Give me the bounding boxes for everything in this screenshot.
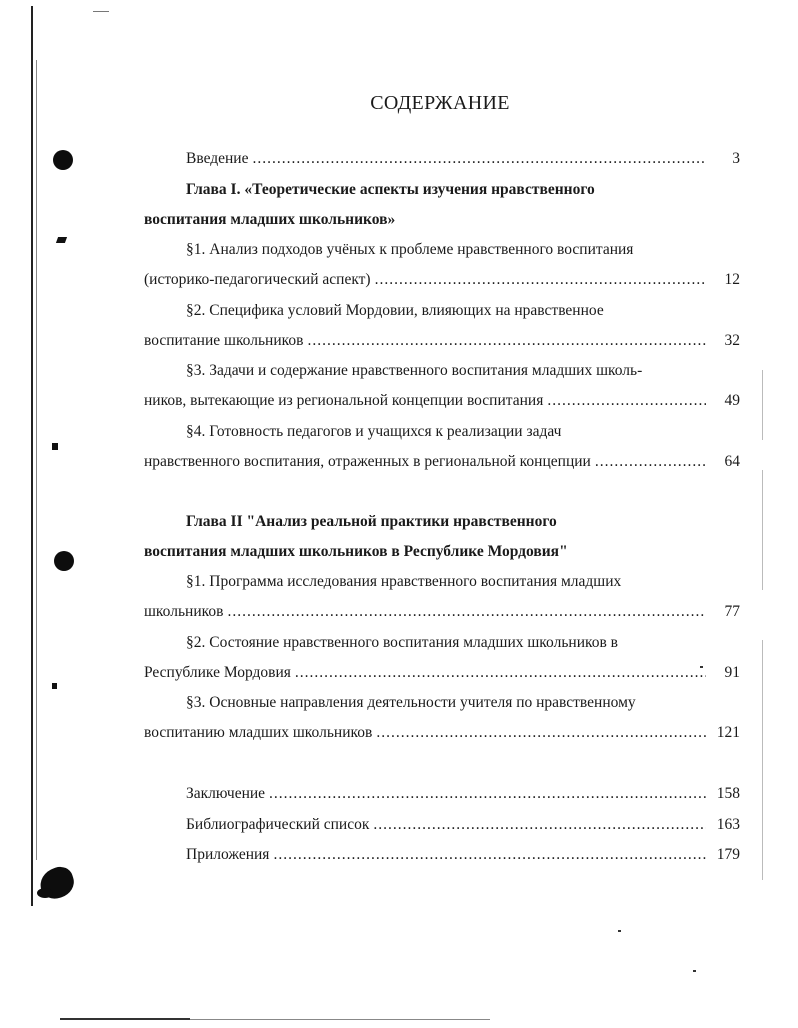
toc-page-number: 64 — [724, 453, 740, 470]
scan-right-edge-1 — [762, 370, 763, 440]
chapter-1-heading-line1: Глава I. «Теоретические аспекты изучения нравственного — [186, 181, 595, 198]
toc-entry-conclusion — [186, 784, 740, 804]
dot-leader — [269, 784, 706, 804]
toc-entry-label: Приложения — [186, 846, 270, 863]
toc-entry-label: Библиографический список — [186, 816, 370, 833]
ch1-section-1-line1: §1. Анализ подходов учёных к проблеме нравственного воспитания — [186, 241, 634, 258]
ch1-section-4-line1: §4. Готовность педагогов и учащихся к реализации задач — [186, 423, 562, 440]
punch-hole-middle — [54, 551, 74, 571]
chapter-1-heading-line2: воспитания младших школьников» — [144, 211, 396, 228]
toc-page-number: 158 — [716, 785, 740, 802]
scan-top-mark — [93, 11, 109, 12]
toc-entry-label: Введение — [186, 150, 249, 167]
toc-entry-ch2-s3 — [144, 723, 740, 743]
toc-entry-label: (историко-педагогический аспект) — [144, 271, 371, 288]
toc-page-number: 179 — [716, 846, 740, 863]
toc-entry-label: воспитание школьников — [144, 332, 304, 349]
dot-leader — [273, 845, 706, 865]
scan-left-edge — [31, 6, 33, 906]
chapter-2-heading-line2: воспитания младших школьников в Республике Мордовия" — [144, 543, 568, 560]
scan-bottom-line-thin — [190, 1019, 490, 1020]
toc-entry-ch1-s2 — [144, 331, 740, 351]
ch2-section-2-line1: §2. Состояние нравственного воспитания младших школьников в — [186, 634, 618, 651]
toc-page-number: 12 — [724, 271, 740, 288]
toc-page-number: 77 — [724, 603, 740, 620]
dot-leader — [375, 270, 706, 290]
dot-leader — [547, 391, 706, 411]
scan-speck-2 — [693, 970, 696, 972]
scan-mark-1 — [56, 237, 67, 243]
toc-page-number: 32 — [724, 332, 740, 349]
scan-mark-3 — [52, 683, 57, 689]
scan-bottom-line — [60, 1018, 190, 1020]
toc-entry-appendices — [186, 845, 740, 865]
page-title: СОДЕРЖАНИЕ — [370, 92, 510, 114]
ch1-section-3-line1: §3. Задачи и содержание нравственного воспитания младших школь- — [186, 362, 643, 379]
toc-entry-label: воспитанию младших школьников — [144, 724, 373, 741]
scan-ink-blot-small — [37, 888, 53, 898]
toc-entry-label: ников, вытекающие из региональной концепции воспитания — [144, 392, 544, 409]
dot-leader — [373, 815, 706, 835]
toc-entry-bibliography — [186, 815, 740, 835]
dot-leader — [595, 452, 706, 472]
ch2-section-1-line1: §1. Программа исследования нравственного воспитания младших — [186, 573, 622, 590]
scan-right-edge-3 — [762, 640, 763, 880]
scan-mark-2 — [52, 443, 58, 450]
toc-page-number: 3 — [732, 150, 740, 167]
toc-entry-label: нравственного воспитания, отраженных в региональной концепции — [144, 453, 591, 470]
ch1-section-2-line1: §2. Специфика условий Мордовии, влияющих на нравственное — [186, 302, 604, 319]
toc-entry-intro — [186, 149, 740, 169]
toc-entry-ch2-s1 — [144, 602, 740, 622]
scan-right-edge-2 — [762, 470, 763, 590]
dot-leader — [295, 663, 706, 683]
toc-entry-ch1-s3 — [144, 391, 740, 411]
dot-leader — [376, 723, 706, 743]
dot-leader — [252, 149, 706, 169]
toc-page-number: 163 — [716, 816, 740, 833]
toc-entry-label: Республике Мордовия — [144, 664, 291, 681]
toc-entry-ch1-s1 — [144, 270, 740, 290]
dot-leader — [307, 331, 706, 351]
dot-leader — [227, 602, 706, 622]
toc-entry-label: Заключение — [186, 785, 266, 802]
toc-entry-ch2-s2 — [144, 663, 740, 683]
scan-speck-1 — [618, 930, 621, 932]
scan-left-edge-thin — [36, 60, 37, 860]
toc-entry-ch1-s4 — [144, 452, 740, 472]
punch-hole-top — [53, 150, 73, 170]
toc-page-number: 121 — [716, 724, 740, 741]
toc-page-number: 49 — [724, 392, 740, 409]
chapter-2-heading-line1: Глава II "Анализ реальной практики нравственного — [186, 513, 557, 530]
toc-page-number: 91 — [724, 664, 740, 681]
ch2-section-3-line1: §3. Основные направления деятельности учителя по нравственному — [186, 694, 636, 711]
toc-entry-label: школьников — [144, 603, 224, 620]
